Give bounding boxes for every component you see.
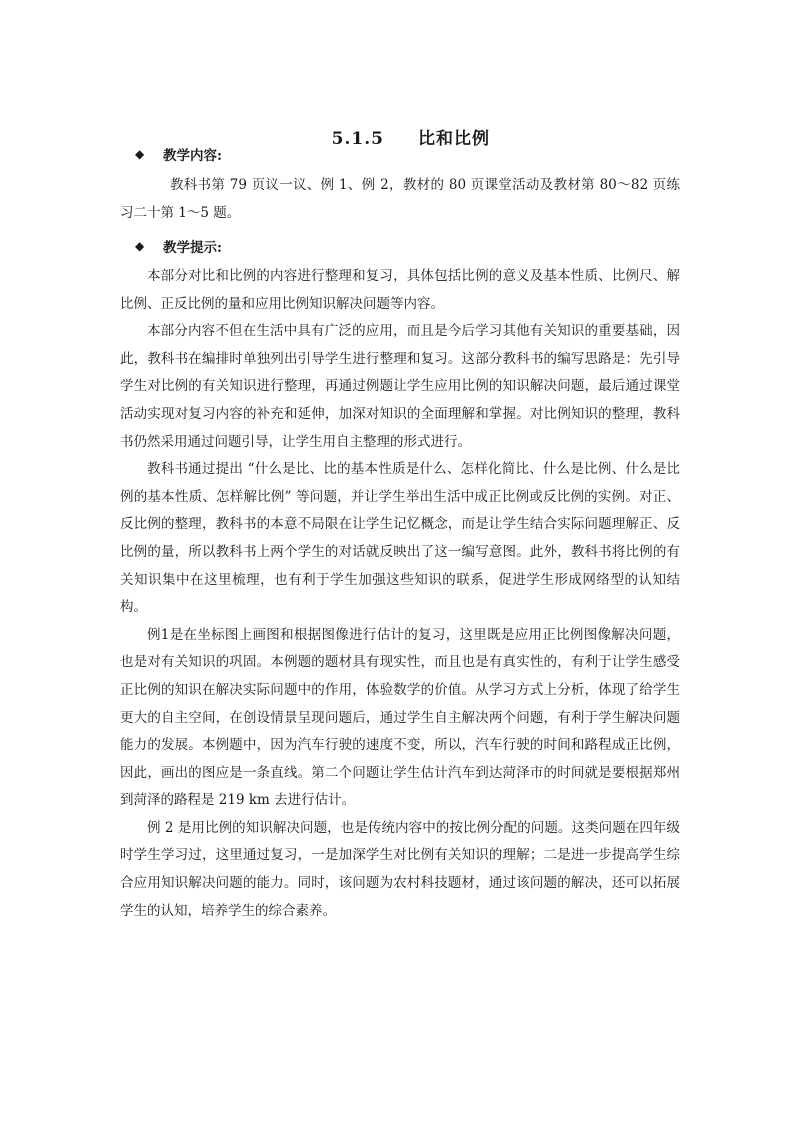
tips-paragraph-1: 本部分对比和比例的内容进行整理和复习，具体包括比例的意义及基本性质、比例尺、解比例、正反比例的量和应用比例知识解决问题等内容。 xyxy=(120,268,680,312)
tips-paragraph-3: 教科书通过提出 “什么是比、比的基本性质是什么、怎样化简比、什么是比例、什么是比例的基本性质、怎样解比例” 等问题，并让学生举出生活中成正比例或反比例的实例。对正、反比例的整理，教科书的本意不局限在让学生记忆概念，而是让学生结合实际问题理解正、反比例的量，所以教科书上两个学生的对话就反映出了这一编写意图。此外，教科书将比例的有关知识集中在这里梳理，也有利于学生加强这些知识的联系，促进学生形成网络型的认知结构。 xyxy=(120,461,680,616)
section-tips-body xyxy=(120,263,680,925)
content-paragraph: 教科书第 79 页议一议、例 1、例 2，教材的 80 页课堂活动及教材第 80～82 页练习二十第 1～5 题。 xyxy=(120,177,680,221)
title-number: 5.1.5 xyxy=(331,129,384,149)
page-title xyxy=(0,104,794,169)
tips-paragraph-5: 例 2 是用比例的知识解决问题，也是传统内容中的按比例分配的问题。这类问题在四年级时学生学习过，这里通过复习，一是加深学生对比例有关知识的理解；二是进一步提高学生综合应用知识解决问题的能力。同时，该问题为农村科技题材，通过该问题的解决，还可以拓展学生的认知，培养学生的综合素养。 xyxy=(120,819,680,919)
diamond-bullet-icon: ◆ xyxy=(135,239,145,253)
section-heading-content xyxy=(135,144,222,164)
diamond-bullet-icon: ◆ xyxy=(135,147,145,161)
section-heading-tips xyxy=(135,236,222,256)
tips-paragraph-4: 例1是在坐标图上画图和根据图像进行估计的复习，这里既是应用正比例图像解决问题，也是对有关知识的巩固。本例题的题材具有现实性，而且也是有真实性的，有利于让学生感受正比例的知识在解决实际问题中的作用，体验数学的价值。从学习方式上分析，体现了给学生更大的自主空间，在创设情景呈现问题后，通过学生自主解决两个问题，有利于学生解决问题能力的发展。本例题中，因为汽车行驶的速度不变，所以，汽车行驶的时间和路程成正比例，因此，画出的图应是一条直线。第二个问题让学生估计汽车到达菏泽市的时间就是要根据郑州到菏泽的路程是 219 km 去进行估计。 xyxy=(120,626,680,809)
section-heading-label: 教学提示: xyxy=(163,240,222,256)
title-text: 比和比例 xyxy=(418,129,490,149)
section-content-body xyxy=(120,172,680,227)
tips-paragraph-2: 本部分内容不但在生活中具有广泛的应用，而且是今后学习其他有关知识的重要基础，因此，教科书在编排时单独列出引导学生进行整理和复习。这部分教科书的编写思路是：先引导学生对比例的有关知识进行整理，再通过例题让学生应用比例的知识解决问题，最后通过课堂活动实现对复习内容的补充和延伸，加深对知识的全面理解和掌握。对比例知识的整理，教科书仍然采用通过问题引导，让学生用自主整理的形式进行。 xyxy=(120,323,680,450)
section-heading-label: 教学内容: xyxy=(163,148,222,164)
